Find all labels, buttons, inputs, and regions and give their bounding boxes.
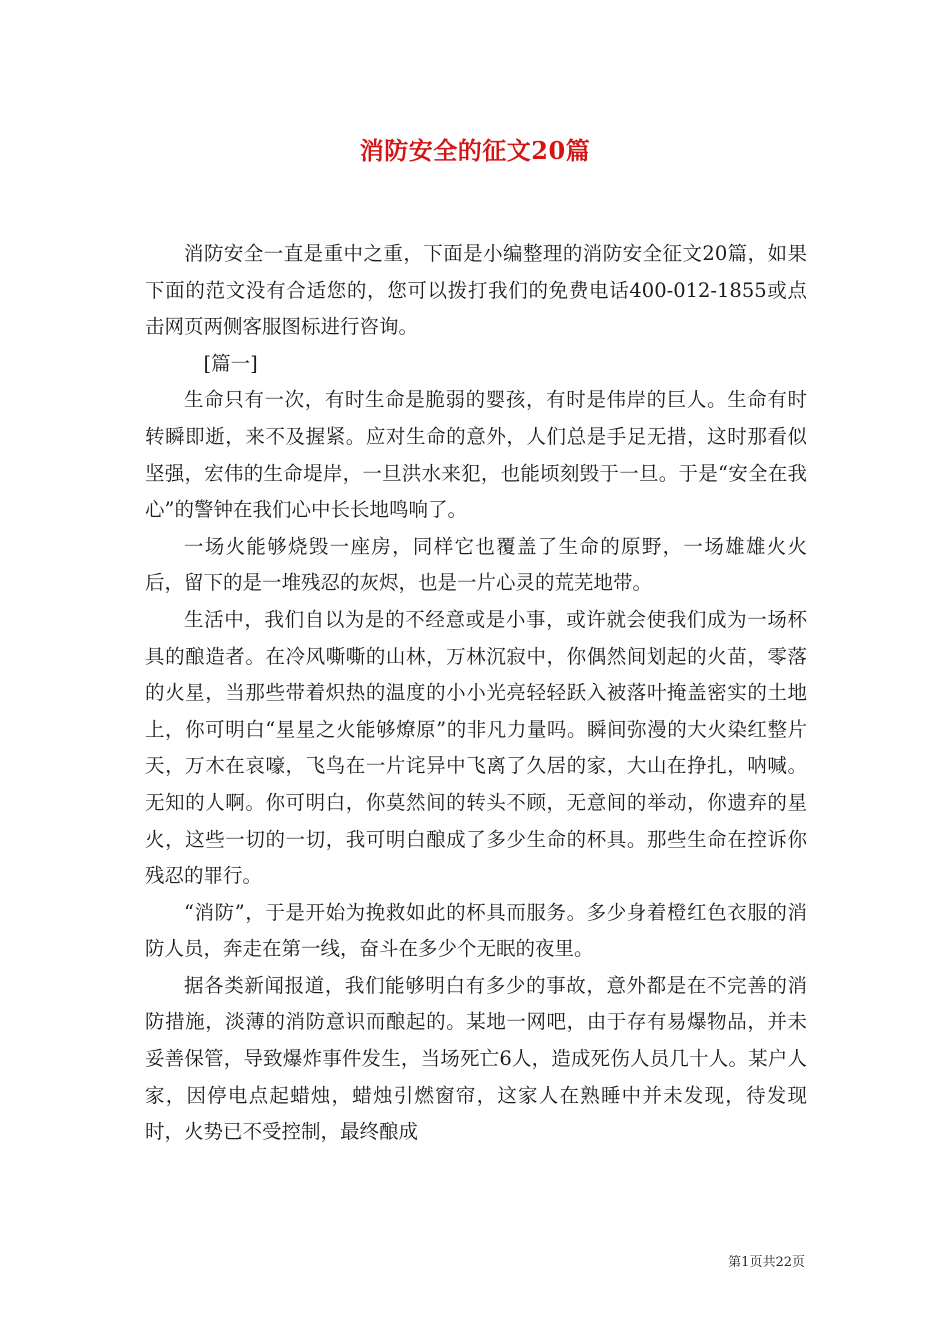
paragraph: 生活中，我们自以为是的不经意或是小事，或许就会使我们成为一场杯具的酿造者。在冷风嘶嘶的山林，万林沉寂中，你偶然间划起的火苗，零落的火星，当那些带着炽热的温度的小小光亮轻轻跃入被落叶掩盖密实的土地上，你可明白“星星之火能够燎原”的非凡力量吗。瞬间弥漫的大火染红整片天，万木在哀嚎，飞鸟在一片诧异中飞离了久居的家，大山在挣扎，呐喊。无知的人啊。你可明白，你莫然间的转头不顾，无意间的举动，你遗弃的星火，这些一切的一切，我可明白酿成了多少生命的杯具。那些生命在控诉你残忍的罪行。 <box>145 607 807 888</box>
paragraph: “消防”，于是开始为挽救如此的杯具而服务。多少身着橙红色衣服的消防人员，奔走在第一线，奋斗在多少个无眠的夜里。 <box>145 900 807 961</box>
document-title: 消防安全的征文20篇 <box>359 136 591 165</box>
paragraph: 据各类新闻报道，我们能够明白有多少的事故，意外都是在不完善的消防措施，淡薄的消防意识而酿起的。某地一网吧，由于存有易爆物品，并未妥善保管，导致爆炸事件发生，当场死亡6人，造成死伤人员几十人。某户人家，因停电点起蜡烛，蜡烛引燃窗帘，这家人在熟睡中并未发现，待发现时，火势已不受控制，最终酿成 <box>145 973 807 1144</box>
paragraph: 生命只有一次，有时生命是脆弱的婴孩，有时是伟岸的巨人。生命有时转瞬即逝，来不及握紧。应对生命的意外，人们总是手足无措，这时那看似坚强，宏伟的生命堤岸，一旦洪水来犯，也能顷刻毁于一旦。于是“安全在我心”的警钟在我们心中长长地鸣响了。 <box>145 388 807 522</box>
section-heading: [篇一] <box>203 351 258 375</box>
document-body <box>145 236 807 1151</box>
paragraph: 一场火能够烧毁一座房，同样它也覆盖了生命的原野，一场雄雄火火后，留下的是一堆残忍的灰烬，也是一片心灵的荒芜地带。 <box>145 534 807 595</box>
page-footer: 第1页共22页 <box>728 1255 805 1270</box>
paragraph-intro: 消防安全一直是重中之重，下面是小编整理的消防安全征文20篇，如果下面的范文没有合适您的，您可以拨打我们的免费电话400-012-1855或点击网页两侧客服图标进行咨询。 <box>145 242 807 339</box>
